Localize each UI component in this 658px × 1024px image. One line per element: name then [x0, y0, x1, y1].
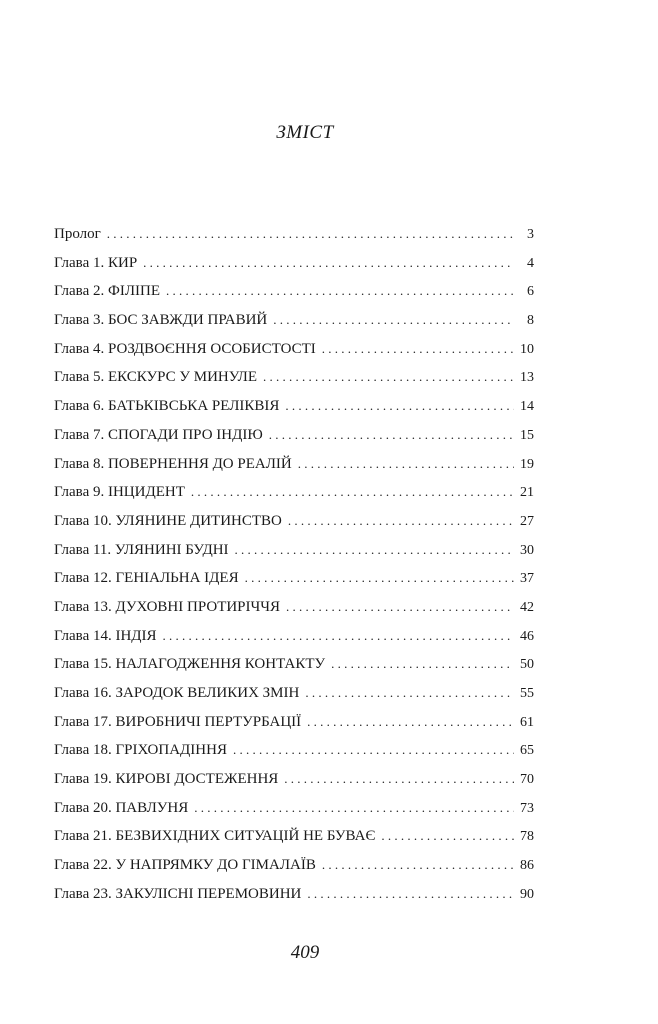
toc-entry — [54, 397, 534, 426]
toc-entry — [54, 856, 534, 885]
dot-leader — [273, 311, 514, 329]
dot-leader — [269, 426, 514, 444]
toc-entry-title: Глава 10. УЛЯНИНЕ ДИТИНСТВО — [54, 512, 282, 529]
toc-entry-page: 86 — [520, 858, 534, 874]
toc-entry — [54, 483, 534, 512]
table-of-contents — [54, 225, 534, 914]
toc-entry — [54, 827, 534, 856]
toc-entry-page: 19 — [520, 456, 534, 472]
toc-entry-page: 73 — [520, 800, 534, 816]
toc-entry-page: 27 — [520, 513, 534, 529]
toc-entry-page: 61 — [520, 714, 534, 730]
toc-entry-page: 90 — [520, 886, 534, 902]
toc-entry — [54, 741, 534, 770]
toc-entry-title: Глава 14. ІНДІЯ — [54, 627, 157, 644]
dot-leader — [107, 225, 514, 243]
toc-entry-page: 4 — [527, 255, 534, 271]
toc-entry-title: Глава 17. ВИРОБНИЧІ ПЕРТУРБАЦІЇ — [54, 713, 302, 730]
dot-leader — [163, 627, 514, 645]
toc-entry — [54, 455, 534, 484]
toc-entry-title: Глава 1. КИР — [54, 254, 138, 271]
toc-entry-page: 55 — [520, 686, 534, 701]
toc-entry-page: 37 — [520, 571, 534, 587]
toc-entry-title: Глава 4. РОЗДВОЄННЯ ОСОБИСТОСТІ — [54, 340, 316, 357]
toc-entry-title: Глава 21. БЕЗВИХІДНИХ СИТУАЦІЙ НЕ БУВАЄ — [54, 828, 376, 845]
toc-entry-title: Глава 18. ГРІХОПАДІННЯ — [54, 742, 227, 759]
toc-entry-page: 13 — [520, 370, 534, 386]
dot-leader — [298, 455, 514, 473]
toc-entry-page: 65 — [520, 743, 534, 759]
toc-entry — [54, 655, 534, 684]
toc-entry-title: Глава 2. ФІЛІПЕ — [54, 283, 160, 300]
dot-leader — [263, 368, 514, 386]
dot-leader — [194, 799, 514, 817]
dot-leader — [307, 713, 514, 731]
dot-leader — [307, 885, 514, 903]
toc-entry — [54, 713, 534, 742]
toc-entry — [54, 684, 534, 713]
dot-leader — [381, 827, 514, 845]
dot-leader — [322, 856, 514, 874]
toc-entry-title: Глава 6. БАТЬКІВСЬКА РЕЛІКВІЯ — [54, 398, 280, 415]
toc-entry — [54, 340, 534, 369]
dot-leader — [305, 684, 514, 702]
toc-entry-page: 42 — [520, 599, 534, 615]
toc-entry-page: 30 — [520, 542, 534, 558]
toc-entry-title: Глава 3. БОС ЗАВЖДИ ПРАВИЙ — [54, 312, 268, 329]
toc-entry-title: Глава 7. СПОГАДИ ПРО ІНДІЮ — [54, 426, 263, 443]
toc-entry-page: 50 — [520, 657, 534, 673]
toc-entry — [54, 282, 534, 311]
toc-entry-page: 14 — [520, 399, 534, 415]
toc-entry — [54, 368, 534, 397]
toc-entry — [54, 569, 534, 598]
toc-entry-title: Глава 11. УЛЯНИНІ БУДНІ — [54, 541, 229, 558]
toc-entry — [54, 311, 534, 340]
dot-leader — [191, 483, 514, 501]
page-title: ЗМІСТ — [276, 122, 334, 143]
toc-entry — [54, 770, 534, 799]
toc-entry-title: Глава 23. ЗАКУЛІСНІ ПЕРЕМОВИНИ — [54, 885, 302, 902]
toc-entry-page: 10 — [520, 341, 534, 357]
toc-entry-title: Глава 16. ЗАРОДОК ВЕЛИКИХ ЗМІН — [54, 685, 300, 701]
toc-entry-title: Глава 22. У НАПРЯМКУ ДО ГІМАЛАЇВ — [54, 857, 316, 874]
toc-entry-title: Глава 12. ГЕНІАЛЬНА ІДЕЯ — [54, 570, 239, 587]
toc-entry — [54, 885, 534, 914]
toc-entry-title: Глава 5. ЕКСКУРС У МИНУЛЕ — [54, 369, 258, 386]
dot-leader — [233, 741, 514, 759]
toc-entry — [54, 225, 534, 254]
toc-entry — [54, 627, 534, 656]
toc-entry-page: 21 — [520, 485, 534, 501]
dot-leader — [286, 598, 514, 616]
toc-entry-page: 8 — [527, 313, 534, 329]
toc-entry-title: Глава 9. ІНЦИДЕНТ — [54, 484, 185, 501]
dot-leader — [143, 254, 514, 272]
toc-entry-title: Глава 13. ДУХОВНІ ПРОТИРІЧЧЯ — [54, 598, 281, 615]
toc-entry — [54, 541, 534, 570]
toc-entry-title: Глава 8. ПОВЕРНЕННЯ ДО РЕАЛІЙ — [54, 455, 292, 472]
toc-entry — [54, 254, 534, 283]
dot-leader — [284, 770, 514, 788]
dot-leader — [331, 655, 514, 673]
toc-entry-title: Глава 20. ПАВЛУНЯ — [54, 799, 189, 816]
toc-entry-page: 3 — [527, 227, 534, 242]
dot-leader — [322, 340, 514, 358]
toc-entry-page: 15 — [520, 427, 534, 443]
toc-entry — [54, 426, 534, 455]
page-number: 409 — [290, 942, 320, 963]
dot-leader — [235, 541, 514, 559]
dot-leader — [245, 569, 514, 587]
toc-entry-page: 70 — [520, 772, 534, 788]
toc-entry-page: 78 — [520, 829, 534, 845]
dot-leader — [285, 397, 514, 415]
toc-entry — [54, 799, 534, 828]
toc-entry — [54, 512, 534, 541]
toc-entry-page: 46 — [520, 628, 534, 644]
toc-entry-page: 6 — [527, 284, 534, 300]
dot-leader — [288, 512, 514, 530]
toc-entry-title: Глава 15. НАЛАГОДЖЕННЯ КОНТАКТУ — [54, 656, 326, 673]
toc-entry-title: Пролог — [54, 226, 101, 242]
toc-entry — [54, 598, 534, 627]
dot-leader — [166, 282, 514, 300]
toc-entry-title: Глава 19. КИРОВІ ДОСТЕЖЕННЯ — [54, 771, 279, 788]
